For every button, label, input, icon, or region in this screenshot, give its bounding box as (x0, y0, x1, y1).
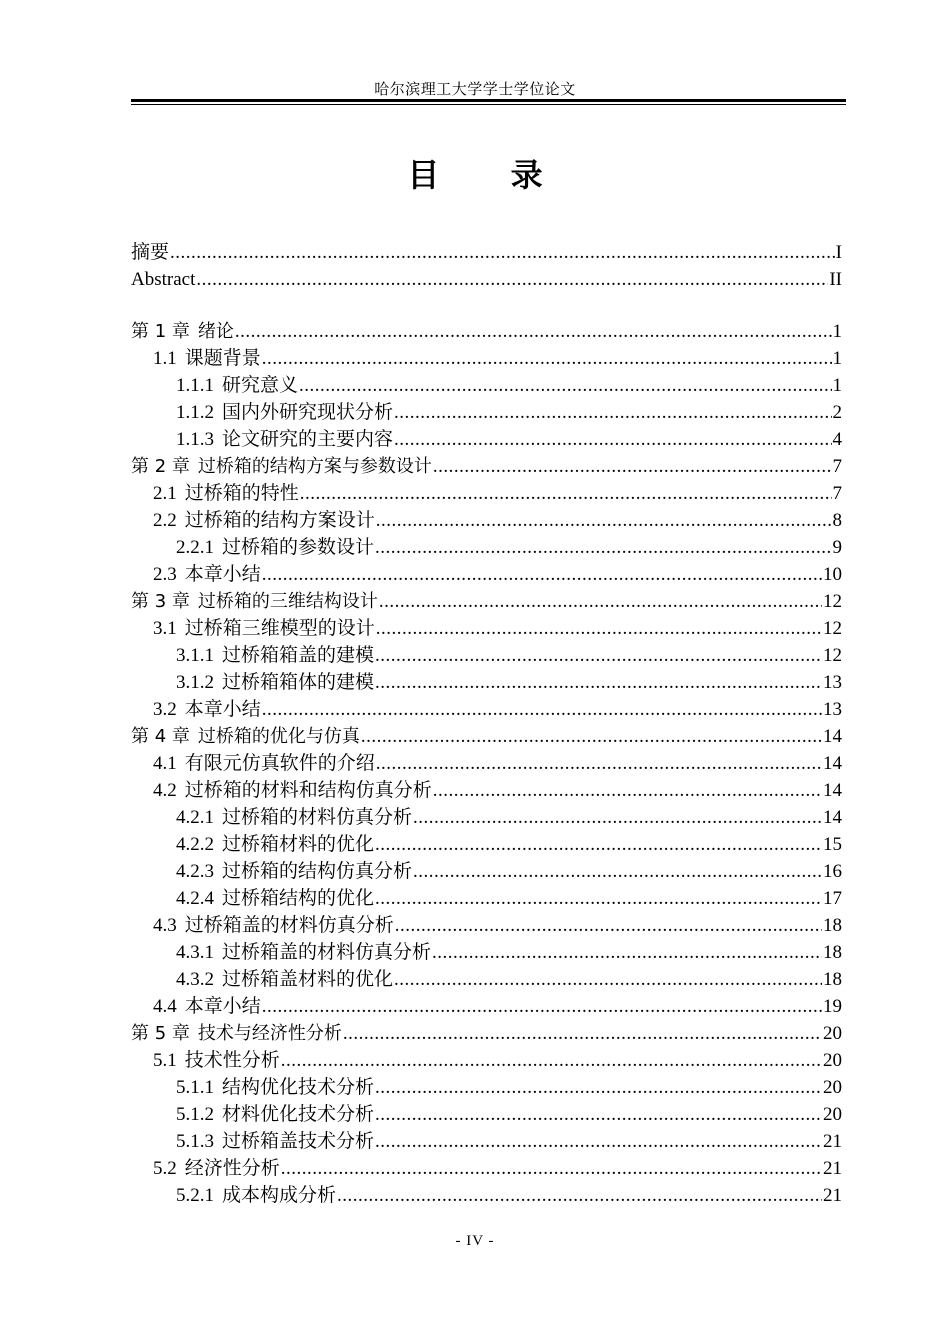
toc-entry-page: 18 (823, 915, 842, 936)
toc-dot-leader (337, 1182, 822, 1209)
toc-entry-text: 过桥箱盖的材料仿真分析 (184, 915, 394, 936)
toc-entry-number: 1.1.1 (176, 375, 214, 396)
toc-entry[interactable] (131, 777, 842, 804)
toc-entry[interactable] (131, 750, 842, 777)
toc-dot-leader (379, 588, 822, 615)
toc-entry-number: 2.2 (153, 510, 177, 531)
toc-dot-leader (375, 885, 822, 912)
toc-entry[interactable] (131, 885, 842, 912)
toc-entry-label (176, 885, 374, 912)
toc-entry-number: 5.1 (153, 1050, 177, 1071)
toc-entry-number: 4.2 (153, 780, 177, 801)
toc-entry-page: 10 (823, 564, 842, 585)
toc-entry-text: Abstract (131, 269, 196, 290)
toc-entry[interactable] (131, 966, 842, 993)
toc-dot-leader (375, 669, 822, 696)
toc-dot-leader (375, 1074, 822, 1101)
table-of-contents (131, 239, 842, 1209)
toc-dot-leader (361, 723, 822, 750)
toc-entry[interactable] (131, 1074, 842, 1101)
toc-entry-label (176, 1074, 374, 1101)
toc-entry-text: 有限元仿真软件的介绍 (184, 753, 375, 774)
toc-entry-label (131, 1020, 342, 1047)
toc-entry-page: 14 (823, 753, 842, 774)
toc-entry-number: 1.1.2 (176, 402, 214, 423)
toc-entry-label (176, 831, 374, 858)
toc-entry-label (153, 1047, 280, 1074)
toc-entry-text: 经济性分析 (184, 1158, 280, 1179)
toc-dot-leader (235, 318, 832, 345)
toc-entry-label (131, 723, 360, 750)
toc-entry-number: 1.1.3 (176, 429, 214, 450)
toc-entry-text: 本章小结 (184, 996, 261, 1017)
toc-entry-page: 12 (823, 645, 842, 666)
toc-entry-label (153, 615, 375, 642)
toc-entry-page: 1 (832, 321, 842, 342)
toc-entry-text: 过桥箱材料的优化 (222, 834, 375, 855)
toc-entry[interactable] (131, 804, 842, 831)
toc-entry-page: 4 (832, 429, 842, 450)
toc-entry-number: 5.1.2 (176, 1104, 214, 1125)
toc-dot-leader (433, 777, 822, 804)
running-header: 哈尔滨理工大学学士学位论文 (374, 82, 576, 98)
toc-entry-page: 13 (823, 699, 842, 720)
toc-entry-number: 第 4 章 (131, 726, 190, 747)
toc-entry-text: 过桥箱盖的材料仿真分析 (222, 942, 432, 963)
toc-entry-page: II (829, 269, 842, 290)
toc-entry-page: 13 (823, 672, 842, 693)
toc-entry-label (176, 1101, 374, 1128)
toc-entry-text: 过桥箱的结构方案与参数设计 (197, 456, 432, 477)
toc-entry-label (153, 561, 261, 588)
toc-dot-leader (394, 426, 831, 453)
toc-entry[interactable] (131, 1020, 842, 1047)
toc-entry-number: 3.1 (153, 618, 177, 639)
toc-entry[interactable] (131, 534, 842, 561)
toc-entry-number: 2.3 (153, 564, 177, 585)
toc-entry-page: 7 (832, 456, 842, 477)
toc-entry-page: 18 (823, 969, 842, 990)
toc-entry-text: 课题背景 (184, 348, 261, 369)
toc-entry-text: 过桥箱的材料和结构仿真分析 (184, 780, 432, 801)
toc-entry-number: 5.1.1 (176, 1077, 214, 1098)
toc-entry-text: 过桥箱箱体的建模 (222, 672, 375, 693)
toc-entry-page: 20 (823, 1104, 842, 1125)
toc-entry-label (131, 266, 195, 293)
toc-entry[interactable] (131, 399, 842, 426)
toc-entry-text: 本章小结 (184, 699, 261, 720)
toc-entry-page: I (835, 242, 842, 263)
toc-entry-number: 4.3 (153, 915, 177, 936)
toc-entry-text: 过桥箱盖材料的优化 (222, 969, 394, 990)
toc-entry-text: 国内外研究现状分析 (222, 402, 394, 423)
toc-entry-text: 过桥箱盖技术分析 (222, 1131, 375, 1152)
toc-entry-page: 12 (823, 618, 842, 639)
toc-dot-leader (262, 345, 832, 372)
toc-dot-leader (395, 912, 822, 939)
toc-dot-leader (394, 399, 831, 426)
toc-dot-leader (262, 993, 822, 1020)
toc-entry-text: 本章小结 (184, 564, 261, 585)
toc-entry-page: 20 (823, 1023, 842, 1044)
toc-entry[interactable] (131, 642, 842, 669)
toc-entry-number: 5.2.1 (176, 1185, 214, 1206)
toc-entry-label (153, 345, 261, 372)
toc-entry-number: 4.3.1 (176, 942, 214, 963)
toc-entry[interactable] (131, 507, 842, 534)
toc-entry[interactable] (131, 696, 842, 723)
toc-entry-number: 1.1 (153, 348, 177, 369)
toc-dot-leader (413, 804, 822, 831)
toc-entry-label (176, 426, 393, 453)
toc-entry-text: 摘要 (131, 242, 170, 263)
toc-entry[interactable] (131, 615, 842, 642)
toc-entry-page: 20 (823, 1050, 842, 1071)
toc-entry-number: 4.4 (153, 996, 177, 1017)
toc-entry-number: 3.2 (153, 699, 177, 720)
toc-entry-page: 9 (832, 537, 842, 558)
toc-dot-leader (281, 1047, 822, 1074)
toc-entry-page: 7 (832, 483, 842, 504)
toc-entry-text: 过桥箱的结构方案设计 (184, 510, 375, 531)
toc-entry-label (176, 642, 374, 669)
toc-entry[interactable] (131, 266, 842, 293)
toc-dot-leader (375, 534, 831, 561)
toc-entry-text: 过桥箱的三维结构设计 (197, 591, 378, 612)
toc-entry-number: 4.3.2 (176, 969, 214, 990)
toc-dot-leader (170, 239, 835, 266)
toc-entry-label (176, 669, 374, 696)
toc-entry-label (153, 993, 261, 1020)
toc-entry-number: 4.1 (153, 753, 177, 774)
toc-entry-number: 第 3 章 (131, 591, 190, 612)
toc-entry[interactable] (131, 1047, 842, 1074)
toc-entry[interactable] (131, 561, 842, 588)
toc-entry-page: 14 (823, 807, 842, 828)
toc-dot-leader (376, 750, 822, 777)
toc-entry-label (131, 588, 378, 615)
toc-entry-text: 过桥箱的优化与仿真 (197, 726, 360, 747)
toc-entry-text: 过桥箱的结构仿真分析 (222, 861, 413, 882)
toc-entry-number: 第 5 章 (131, 1023, 190, 1044)
toc-entry-number: 2.1 (153, 483, 177, 504)
toc-entry[interactable] (131, 831, 842, 858)
toc-entry-text: 结构优化技术分析 (222, 1077, 375, 1098)
toc-dot-leader (262, 561, 822, 588)
toc-entry-page: 18 (823, 942, 842, 963)
toc-entry[interactable] (131, 372, 842, 399)
toc-entry-label (131, 453, 432, 480)
toc-dot-leader (299, 372, 831, 399)
toc-entry-page: 1 (832, 375, 842, 396)
toc-entry[interactable] (131, 1128, 842, 1155)
toc-entry-text: 成本构成分析 (222, 1185, 337, 1206)
toc-entry-page: 1 (832, 348, 842, 369)
toc-entry[interactable] (131, 1101, 842, 1128)
toc-entry-number: 5.1.3 (176, 1131, 214, 1152)
page-title: 目 录 (407, 156, 573, 194)
toc-entry-text: 技术性分析 (184, 1050, 280, 1071)
toc-entry-label (176, 399, 393, 426)
toc-entry-page: 16 (823, 861, 842, 882)
toc-entry-text: 过桥箱的参数设计 (222, 537, 375, 558)
toc-entry[interactable] (131, 453, 842, 480)
toc-entry-text: 过桥箱结构的优化 (222, 888, 375, 909)
toc-entry-page: 19 (823, 996, 842, 1017)
toc-spacer (131, 293, 842, 318)
toc-entry-label (176, 1182, 336, 1209)
toc-entry-label (176, 804, 412, 831)
toc-entry-text: 过桥箱的特性 (184, 483, 299, 504)
toc-entry[interactable] (131, 426, 842, 453)
toc-dot-leader (433, 453, 832, 480)
toc-entry-label (131, 239, 169, 266)
toc-entry-label (153, 1155, 280, 1182)
toc-entry-number: 第 2 章 (131, 456, 190, 477)
toc-dot-leader (281, 1155, 822, 1182)
toc-entry-text: 过桥箱箱盖的建模 (222, 645, 375, 666)
toc-dot-leader (413, 858, 822, 885)
toc-entry-label (176, 858, 412, 885)
toc-entry-page: 14 (823, 726, 842, 747)
toc-entry-label (131, 318, 234, 345)
toc-entry-page: 8 (832, 510, 842, 531)
toc-dot-leader (376, 615, 822, 642)
toc-entry-page: 17 (823, 888, 842, 909)
toc-dot-leader (375, 1101, 822, 1128)
toc-dot-leader (394, 966, 822, 993)
toc-entry-label (176, 1128, 374, 1155)
toc-entry-label (176, 966, 393, 993)
toc-entry-label (176, 534, 374, 561)
toc-entry-number: 3.1.1 (176, 645, 214, 666)
toc-entry-number: 5.2 (153, 1158, 177, 1179)
toc-entry[interactable] (131, 669, 842, 696)
toc-entry-label (153, 507, 375, 534)
toc-entry[interactable] (131, 239, 842, 266)
toc-dot-leader (375, 831, 822, 858)
toc-entry-page: 20 (823, 1077, 842, 1098)
toc-dot-leader (376, 507, 832, 534)
toc-entry[interactable] (131, 723, 842, 750)
toc-dot-leader (196, 266, 828, 293)
toc-entry[interactable] (131, 1182, 842, 1209)
toc-entry-number: 第 1 章 (131, 321, 190, 342)
toc-entry-text: 技术与经济性分析 (197, 1023, 342, 1044)
toc-entry-page: 15 (823, 834, 842, 855)
toc-entry[interactable] (131, 345, 842, 372)
toc-entry[interactable] (131, 318, 842, 345)
toc-entry-label (153, 750, 375, 777)
toc-entry-label (153, 912, 394, 939)
toc-entry[interactable] (131, 993, 842, 1020)
toc-entry-page: 12 (823, 591, 842, 612)
toc-dot-leader (432, 939, 822, 966)
toc-entry-text: 绪论 (197, 321, 234, 342)
toc-entry-number: 2.2.1 (176, 537, 214, 558)
toc-entry-page: 21 (823, 1185, 842, 1206)
toc-entry-text: 研究意义 (222, 375, 299, 396)
toc-entry-text: 论文研究的主要内容 (222, 429, 394, 450)
toc-dot-leader (262, 696, 822, 723)
toc-entry[interactable] (131, 588, 842, 615)
toc-entry-number: 4.2.1 (176, 807, 214, 828)
toc-entry[interactable] (131, 480, 842, 507)
toc-dot-leader (343, 1020, 822, 1047)
toc-entry-label (176, 939, 431, 966)
toc-entry-label (153, 696, 261, 723)
toc-dot-leader (375, 642, 822, 669)
toc-entry-label (153, 777, 432, 804)
toc-entry-text: 过桥箱的材料仿真分析 (222, 807, 413, 828)
toc-entry-text: 材料优化技术分析 (222, 1104, 375, 1125)
header-rule-thin (131, 104, 846, 105)
header-rule-thick (131, 99, 846, 102)
toc-entry-page: 14 (823, 780, 842, 801)
toc-entry[interactable] (131, 858, 842, 885)
toc-dot-leader (375, 1128, 822, 1155)
page-number: - IV - (455, 1233, 495, 1249)
toc-entry-number: 3.1.2 (176, 672, 214, 693)
toc-entry-number: 4.2.4 (176, 888, 214, 909)
toc-entry-text: 过桥箱三维模型的设计 (184, 618, 375, 639)
toc-entry[interactable] (131, 939, 842, 966)
toc-entry-number: 4.2.2 (176, 834, 214, 855)
toc-entry-label (176, 372, 298, 399)
toc-entry-page: 21 (823, 1131, 842, 1152)
toc-dot-leader (300, 480, 832, 507)
toc-entry[interactable] (131, 912, 842, 939)
toc-entry-page: 2 (832, 402, 842, 423)
toc-entry-page: 21 (823, 1158, 842, 1179)
toc-entry-number: 4.2.3 (176, 861, 214, 882)
toc-entry-label (153, 480, 299, 507)
toc-entry[interactable] (131, 1155, 842, 1182)
